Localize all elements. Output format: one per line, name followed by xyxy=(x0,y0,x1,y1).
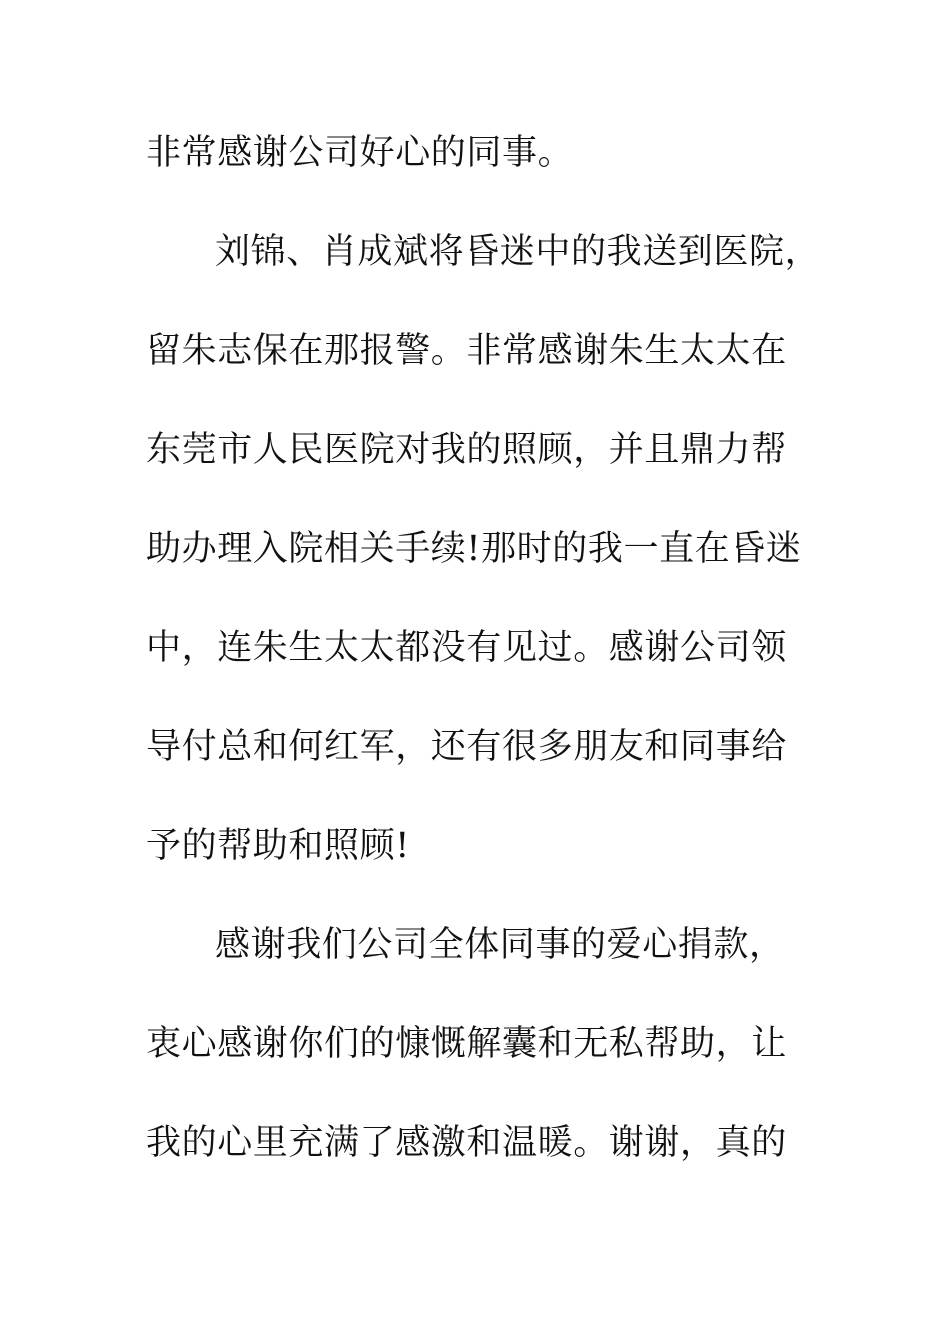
text-line: 导付总和何红军，还有很多朋友和同事给 xyxy=(146,727,787,767)
text-line: 衷心感谢你们的慷慨解囊和无私帮助，让 xyxy=(146,1024,787,1064)
text-line: 中，连朱生太太都没有见过。感谢公司领 xyxy=(146,628,787,668)
paragraph-first-line: 刘锦、肖成斌将昏迷中的我送到医院， xyxy=(215,232,821,272)
text-line: 我的心里充满了感激和温暖。谢谢，真的 xyxy=(146,1123,787,1163)
paragraph-first-line: 感谢我们公司全体同事的爱心捐款， xyxy=(215,925,785,965)
document-body xyxy=(146,121,821,1210)
text-line: 予的帮助和照顾! xyxy=(146,826,410,866)
text-line: 助办理入院相关手续!那时的我一直在昏迷 xyxy=(146,529,802,569)
text-line: 东莞市人民医院对我的照顾，并且鼎力帮 xyxy=(146,430,787,470)
text-line: 非常感谢公司好心的同事。 xyxy=(146,133,574,173)
text-line: 留朱志保在那报警。非常感谢朱生太太在 xyxy=(146,331,787,371)
